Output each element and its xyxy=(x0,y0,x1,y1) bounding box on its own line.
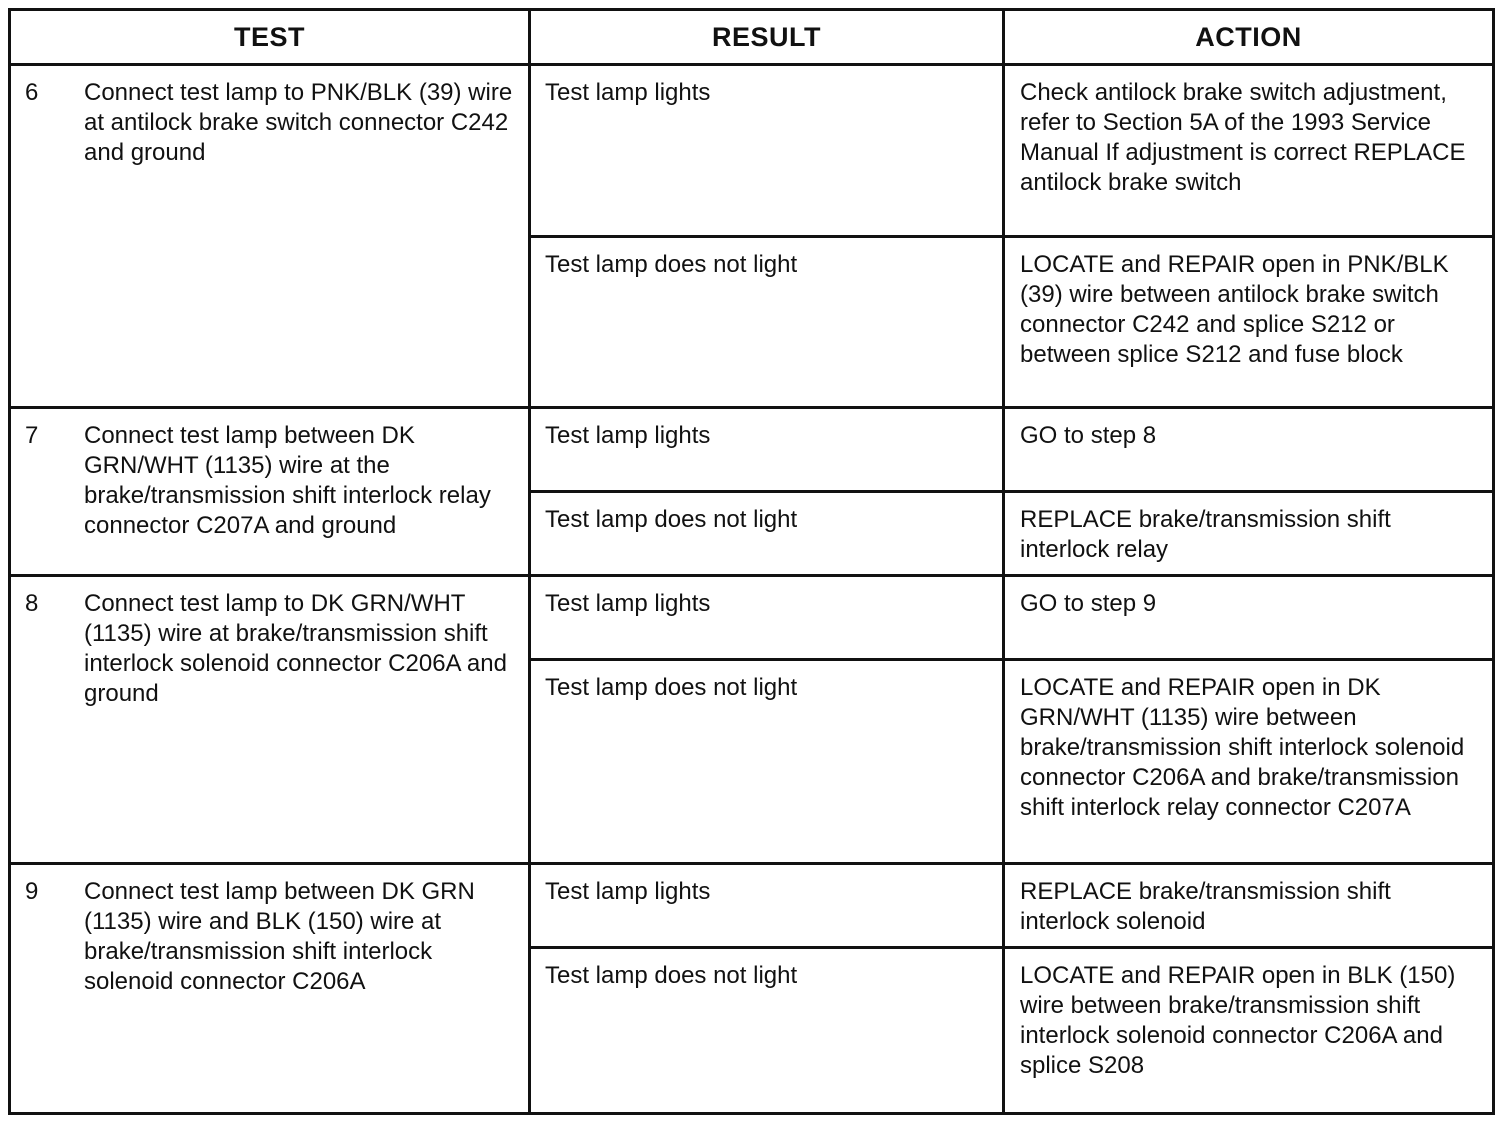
result-cell xyxy=(530,864,1004,948)
result-cell xyxy=(530,408,1004,492)
action-cell xyxy=(1004,864,1494,948)
action-text: Check antilock brake switch adjustment, refer to Section 5A of the 1993 Service Manual If adjustment is correct REPLACE antilock brake switch xyxy=(1020,79,1466,196)
result-text: Test lamp does not light xyxy=(545,962,798,989)
test-cell xyxy=(10,864,530,1114)
action-text: LOCATE and REPAIR open in DK GRN/WHT (1135) wire between brake/transmission shift interlock solenoid connector C206A and brake/transmission shift interlock relay connector C207A xyxy=(1020,674,1465,821)
test-cell xyxy=(10,576,530,864)
action-cell xyxy=(1004,237,1494,408)
test-description: Connect test lamp between DK GRN (1135) wire and BLK (150) wire at brake/transmission shift interlock solenoid connector C206A xyxy=(84,878,475,995)
action-cell xyxy=(1004,660,1494,864)
table-row xyxy=(10,864,1494,948)
result-text: Test lamp lights xyxy=(545,79,711,106)
diagnostic-table xyxy=(8,8,1495,1115)
action-text: REPLACE brake/transmission shift interlock solenoid xyxy=(1020,878,1391,935)
test-description: Connect test lamp to DK GRN/WHT (1135) wire at brake/transmission shift interlock solenoid connector C206A and ground xyxy=(84,590,507,707)
action-cell xyxy=(1004,576,1494,660)
result-cell xyxy=(530,492,1004,576)
step-number: 7 xyxy=(25,422,39,449)
step-number: 9 xyxy=(25,878,39,905)
result-text: Test lamp does not light xyxy=(545,251,798,278)
result-text: Test lamp does not light xyxy=(545,674,798,701)
table-row xyxy=(10,576,1494,660)
header-result: RESULT xyxy=(530,10,1004,65)
result-text: Test lamp lights xyxy=(545,878,711,905)
test-description: Connect test lamp between DK GRN/WHT (1135) wire at the brake/transmission shift interlock relay connector C207A and ground xyxy=(84,422,491,539)
action-text: GO to step 8 xyxy=(1020,422,1157,449)
result-cell xyxy=(530,65,1004,237)
table-row xyxy=(10,65,1494,237)
result-cell xyxy=(530,237,1004,408)
step-number: 8 xyxy=(25,590,39,617)
action-text: LOCATE and REPAIR open in PNK/BLK (39) wire between antilock brake switch connector C242 and splice S212 or between splice S212 and fuse block xyxy=(1020,251,1449,368)
action-cell xyxy=(1004,408,1494,492)
test-description: Connect test lamp to PNK/BLK (39) wire at antilock brake switch connector C242 and ground xyxy=(84,79,513,166)
action-cell xyxy=(1004,65,1494,237)
result-cell xyxy=(530,660,1004,864)
step-number: 6 xyxy=(25,79,39,106)
result-cell xyxy=(530,576,1004,660)
header-test: TEST xyxy=(10,10,530,65)
header-row xyxy=(10,10,1494,65)
action-cell xyxy=(1004,948,1494,1114)
action-cell xyxy=(1004,492,1494,576)
result-text: Test lamp lights xyxy=(545,590,711,617)
result-cell xyxy=(530,948,1004,1114)
result-text: Test lamp lights xyxy=(545,422,711,449)
header-action: ACTION xyxy=(1004,10,1494,65)
action-text: GO to step 9 xyxy=(1020,590,1157,617)
table-row xyxy=(10,408,1494,492)
test-cell xyxy=(10,408,530,576)
test-cell xyxy=(10,65,530,408)
action-text: LOCATE and REPAIR open in BLK (150) wire between brake/transmission shift interlock solenoid connector C206A and splice S208 xyxy=(1020,962,1456,1079)
action-text: REPLACE brake/transmission shift interlock relay xyxy=(1020,506,1391,563)
result-text: Test lamp does not light xyxy=(545,506,798,533)
